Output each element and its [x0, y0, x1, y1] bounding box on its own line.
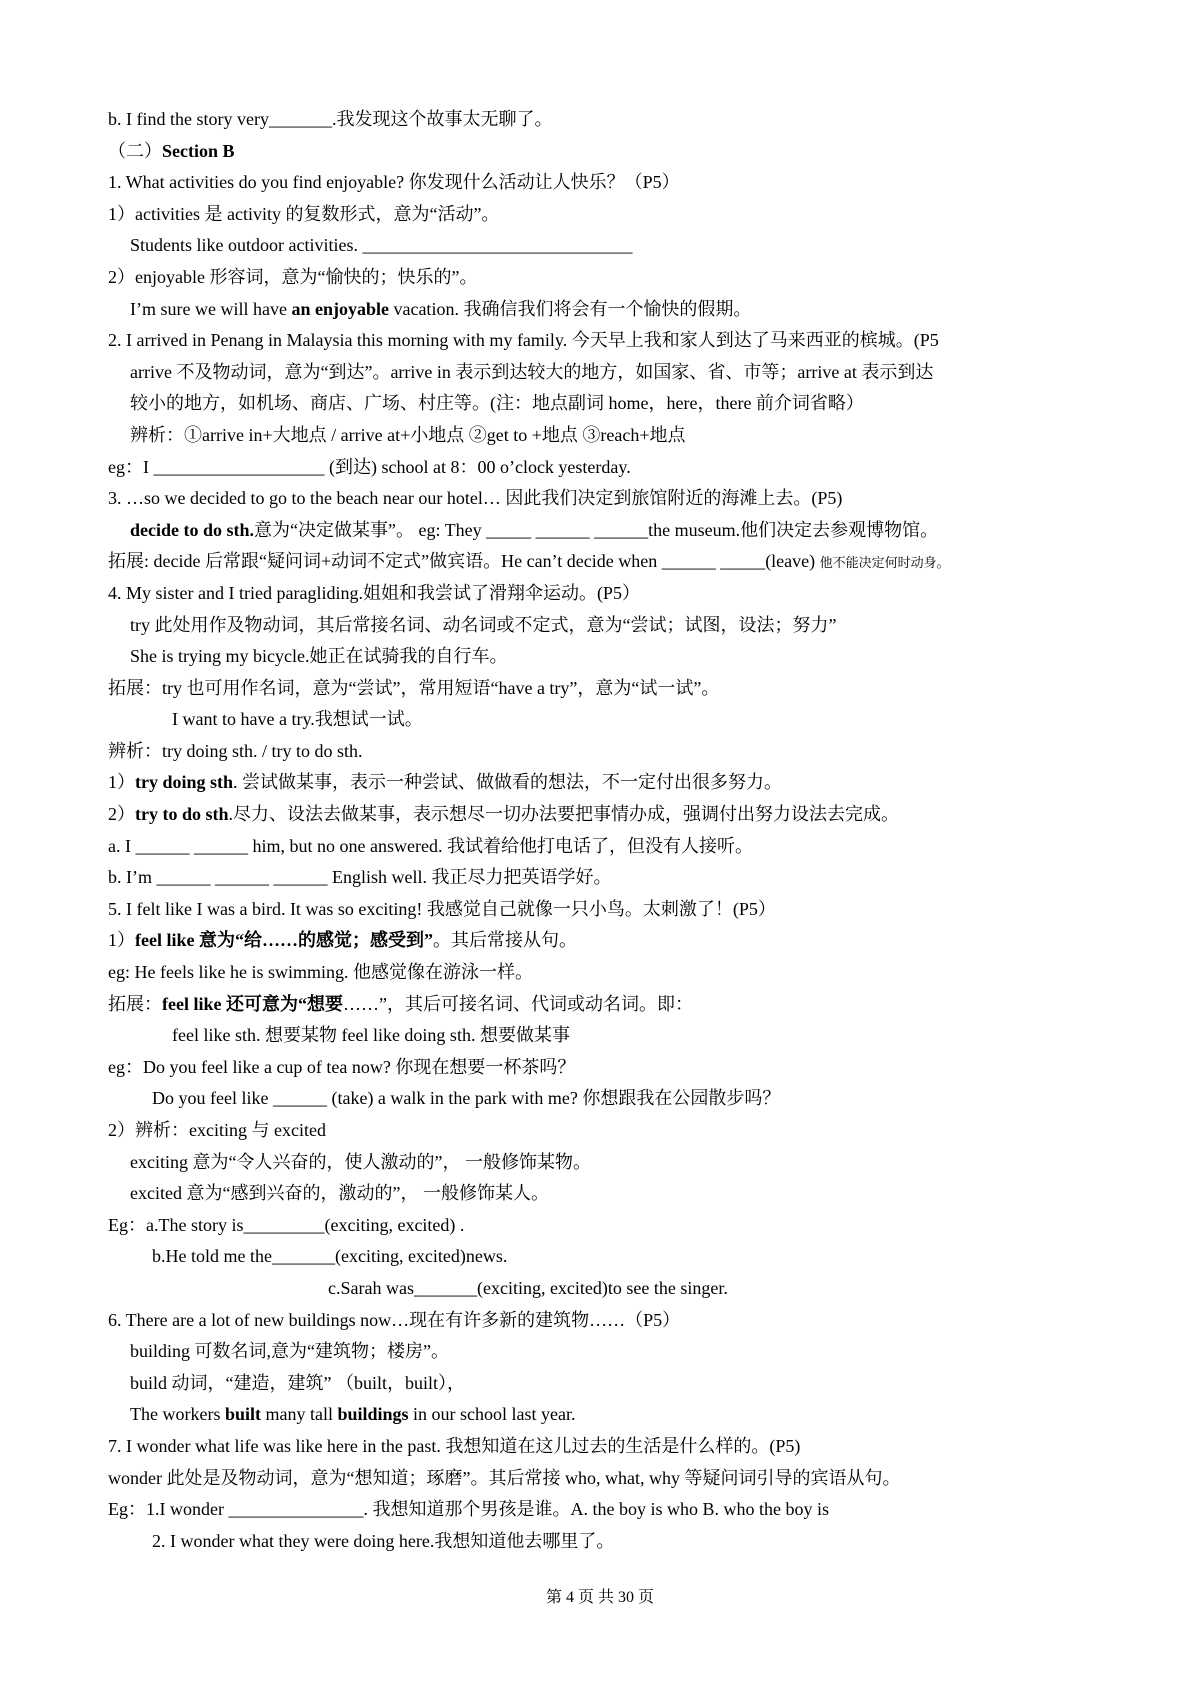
text-line: building 可数名词,意为“建筑物；楼房”。 — [130, 1341, 449, 1362]
text-line: 2）try to do sth.尽力、设法去做某事，表示想尽一切办法要把事情办成，强调付出努力设法去完成。 — [108, 804, 899, 825]
text-line: eg: He feels like he is swimming. 他感觉像在游泳一样。 — [108, 962, 533, 983]
text-line: The workers built many tall buildings in our school last year. — [130, 1404, 576, 1425]
text-line: eg：Do you feel like a cup of tea now? 你现在想要一杯茶吗？ — [108, 1056, 576, 1077]
text-line: 1）try doing sth. 尝试做某事，表示一种尝试、做做看的想法，不一定付出很多努力。 — [108, 772, 783, 793]
text-line: Do you feel like ______ (take) a walk in the park with me? 你想跟我在公园散步吗？ — [152, 1088, 781, 1109]
text-line: Eg：a.The story is_________(exciting, excited) . — [108, 1214, 465, 1235]
text-line: 1）activities 是 activity 的复数形式，意为“活动”。 — [108, 203, 500, 224]
text-line: 1）feel like 意为“给……的感觉；感受到”。其后常接从句。 — [108, 930, 577, 951]
text-line: 2）辨析：exciting 与 excited — [108, 1120, 326, 1140]
text-line: Eg：1.I wonder _______________. 我想知道那个男孩是谁。A. the boy is who B. who the boy is — [108, 1499, 829, 1520]
text-line: 6. There are a lot of new buildings now…现在有许多新的建筑物……（P5） — [108, 1309, 681, 1330]
document-body — [108, 104, 1108, 1557]
text-line: c.Sarah was_______(exciting, excited)to see the singer. — [328, 1277, 728, 1298]
text-line: 3. …so we decided to go to the beach near our hotel… 因此我们决定到旅馆附近的海滩上去。(P5) — [108, 488, 843, 509]
text-line: 较小的地方，如机场、商店、广场、村庄等。(注：地点副词 home，here，there 前介词省略） — [130, 393, 864, 414]
text-line: 拓展：feel like 还可意为“想要……”，其后可接名词、代词或动名词。即： — [108, 993, 693, 1014]
text-line: She is trying my bicycle.她正在试骑我的自行车。 — [130, 646, 508, 667]
text-line: 拓展: decide 后常跟“疑问词+动词不定式”做宾语。He can’t decide when ______ _____(leave) 他不能决定何时动身。 — [108, 551, 950, 572]
text-line: b. I’m ______ ______ ______ English well. 我正尽力把英语学好。 — [108, 867, 612, 888]
text-line: a. I ______ ______ him, but no one answered. 我试着给他打电话了，但没有人接听。 — [108, 835, 753, 856]
text-line: 7. I wonder what life was like here in the past. 我想知道在这儿过去的生活是什么样的。(P5) — [108, 1435, 801, 1456]
text-line: 2. I wonder what they were doing here.我想知道他去哪里了。 — [152, 1530, 615, 1551]
text-line: excited 意为“感到兴奋的，激动的”， 一般修饰某人。 — [130, 1183, 549, 1204]
text-line: 辨析：①arrive in+大地点 / arrive at+小地点 ②get to +地点 ③reach+地点 — [130, 424, 686, 445]
text-line: build 动词，“建造，建筑” （built，built）， — [130, 1372, 465, 1393]
text-line: b. I find the story very_______.我发现这个故事太无聊了。 — [108, 109, 553, 129]
text-line: eg：I ___________________ (到达) school at 8：00 o’clock yesterday. — [108, 456, 631, 477]
text-line: 2）enjoyable 形容词，意为“愉快的；快乐的”。 — [108, 266, 478, 287]
text-line: 4. My sister and I tried paragliding.姐姐和我尝试了滑翔伞运动。(P5） — [108, 582, 640, 603]
text-line: Students like outdoor activities. ______________________________ — [130, 235, 633, 256]
text-line: 5. I felt like I was a bird. It was so exciting! 我感觉自己就像一只小鸟。太刺激了！(P5） — [108, 898, 776, 919]
text-line: 2. I arrived in Penang in Malaysia this morning with my family. 今天早上我和家人到达了马来西亚的槟城。(P5 — [108, 330, 939, 351]
text-line: arrive 不及物动词，意为“到达”。arrive in 表示到达较大的地方，如国家、省、市等；arrive at 表示到达 — [130, 361, 934, 382]
text-line: 1. What activities do you find enjoyable? 你发现什么活动让人快乐？（P5） — [108, 172, 680, 193]
text-line: （二）Section B — [108, 140, 235, 161]
text-line: b.He told me the_______(exciting, excited)news. — [152, 1246, 508, 1267]
text-line: I want to have a try.我想试一试。 — [172, 709, 423, 730]
text-line: I’m sure we will have an enjoyable vacation. 我确信我们将会有一个愉快的假期。 — [130, 298, 752, 319]
text-line: feel like sth. 想要某物 feel like doing sth. 想要做某事 — [172, 1025, 570, 1046]
text-line: try 此处用作及物动词，其后常接名词、动名词或不定式，意为“尝试；试图，设法；努力” — [130, 614, 837, 635]
text-line: decide to do sth.意为“决定做某事”。 eg: They _____ ______ ______the museum.他们决定去参观博物馆。 — [130, 519, 939, 540]
text-line: 辨析：try doing sth. / try to do sth. — [108, 740, 363, 761]
page-footer: 第 4 页 共 30 页 — [545, 1589, 654, 1606]
text-line: 拓展：try 也可用作名词，意为“尝试”，常用短语“have a try”，意为“试一试”。 — [108, 677, 720, 698]
text-line: wonder 此处是及物动词，意为“想知道；琢磨”。其后常接 who, what, why 等疑问词引导的宾语从句。 — [108, 1467, 901, 1488]
text-line: exciting 意为“令人兴奋的，使人激动的”， 一般修饰某物。 — [130, 1151, 591, 1172]
